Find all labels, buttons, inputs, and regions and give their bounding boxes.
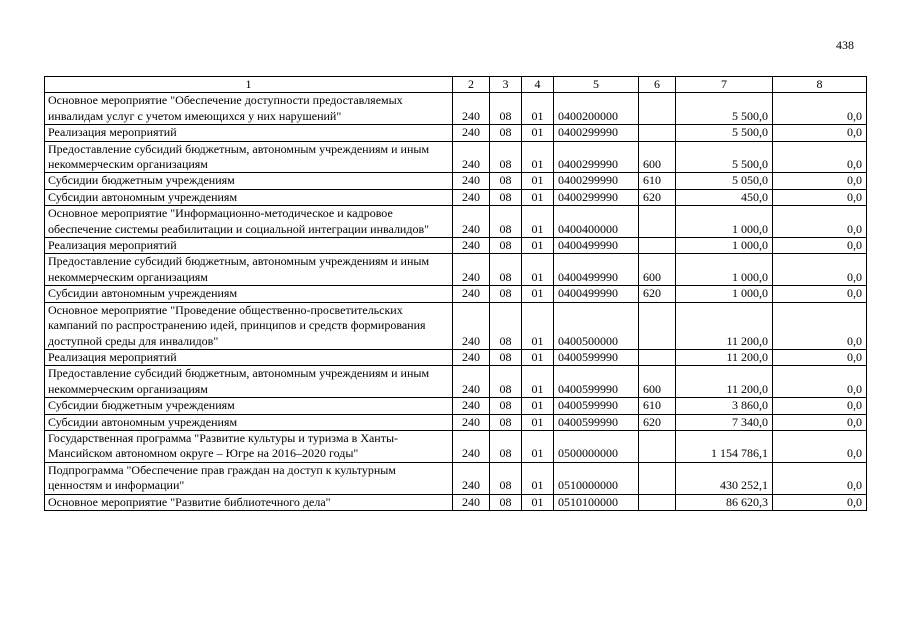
admin-code-cell: 240 [453, 349, 490, 365]
amount-cell: 1 000,0 [676, 254, 773, 286]
section-cell: 08 [490, 302, 522, 349]
row-name-cell: Основное мероприятие "Развитие библиотечного дела" [45, 494, 453, 510]
table-row [45, 494, 867, 510]
column-header: 1 [45, 77, 453, 93]
amount-cell: 11 200,0 [676, 302, 773, 349]
subsection-cell: 01 [522, 302, 554, 349]
section-cell: 08 [490, 349, 522, 365]
expense-type-cell [639, 125, 676, 141]
amount-extra-cell: 0,0 [773, 302, 867, 349]
table-row [45, 366, 867, 398]
table-row [45, 125, 867, 141]
subsection-cell: 01 [522, 206, 554, 238]
section-cell: 08 [490, 462, 522, 494]
section-cell: 08 [490, 254, 522, 286]
page-number: 438 [836, 38, 854, 52]
subsection-cell: 01 [522, 93, 554, 125]
row-name-cell: Реализация мероприятий [45, 125, 453, 141]
row-name-cell: Предоставление субсидий бюджетным, автономным учреждениям и иным некоммерческим организациям [45, 366, 453, 398]
admin-code-cell: 240 [453, 462, 490, 494]
amount-extra-cell: 0,0 [773, 141, 867, 173]
amount-extra-cell: 0,0 [773, 206, 867, 238]
table-row [45, 141, 867, 173]
table-row [45, 206, 867, 238]
row-name-cell: Субсидии бюджетным учреждениям [45, 398, 453, 414]
row-name-cell: Субсидии автономным учреждениям [45, 286, 453, 302]
admin-code-cell: 240 [453, 141, 490, 173]
amount-extra-cell: 0,0 [773, 398, 867, 414]
expense-type-cell: 600 [639, 141, 676, 173]
expense-type-cell [639, 430, 676, 462]
amount-cell: 1 154 786,1 [676, 430, 773, 462]
target-article-cell: 0500000000 [554, 430, 639, 462]
amount-extra-cell: 0,0 [773, 173, 867, 189]
subsection-cell: 01 [522, 414, 554, 430]
section-cell: 08 [490, 141, 522, 173]
amount-extra-cell: 0,0 [773, 254, 867, 286]
amount-cell: 11 200,0 [676, 366, 773, 398]
expense-type-cell [639, 494, 676, 510]
target-article-cell: 0510100000 [554, 494, 639, 510]
admin-code-cell: 240 [453, 189, 490, 205]
table-row [45, 286, 867, 302]
row-name-cell: Основное мероприятие "Информационно-методическое и кадровое обеспечение системы реабилитации и социальной интеграции инвалидов" [45, 206, 453, 238]
amount-cell: 1 000,0 [676, 238, 773, 254]
budget-table [44, 76, 867, 511]
amount-extra-cell: 0,0 [773, 430, 867, 462]
target-article-cell: 0400299990 [554, 189, 639, 205]
subsection-cell: 01 [522, 125, 554, 141]
admin-code-cell: 240 [453, 366, 490, 398]
subsection-cell: 01 [522, 173, 554, 189]
expense-type-cell: 610 [639, 398, 676, 414]
row-name-cell: Государственная программа "Развитие культуры и туризма в Ханты-Мансийском автономном округе – Югре на 2016–2020 годы" [45, 430, 453, 462]
target-article-cell: 0400599990 [554, 414, 639, 430]
expense-type-cell [639, 93, 676, 125]
subsection-cell: 01 [522, 349, 554, 365]
table-row [45, 349, 867, 365]
admin-code-cell: 240 [453, 302, 490, 349]
row-name-cell: Подпрограмма "Обеспечение прав граждан на доступ к культурным ценностям и информации" [45, 462, 453, 494]
row-name-cell: Субсидии бюджетным учреждениям [45, 173, 453, 189]
amount-extra-cell: 0,0 [773, 366, 867, 398]
amount-extra-cell: 0,0 [773, 93, 867, 125]
row-name-cell: Реализация мероприятий [45, 238, 453, 254]
target-article-cell: 0400599990 [554, 366, 639, 398]
section-cell: 08 [490, 286, 522, 302]
table-row [45, 189, 867, 205]
table-body [45, 93, 867, 511]
admin-code-cell: 240 [453, 254, 490, 286]
admin-code-cell: 240 [453, 430, 490, 462]
amount-cell: 1 000,0 [676, 286, 773, 302]
admin-code-cell: 240 [453, 414, 490, 430]
expense-type-cell: 620 [639, 414, 676, 430]
amount-cell: 5 500,0 [676, 93, 773, 125]
column-header: 7 [676, 77, 773, 93]
amount-cell: 450,0 [676, 189, 773, 205]
section-cell: 08 [490, 398, 522, 414]
section-cell: 08 [490, 238, 522, 254]
target-article-cell: 0510000000 [554, 462, 639, 494]
column-header: 4 [522, 77, 554, 93]
column-header: 6 [639, 77, 676, 93]
amount-cell: 11 200,0 [676, 349, 773, 365]
target-article-cell: 0400299990 [554, 125, 639, 141]
expense-type-cell: 600 [639, 254, 676, 286]
section-cell: 08 [490, 173, 522, 189]
admin-code-cell: 240 [453, 494, 490, 510]
target-article-cell: 0400599990 [554, 349, 639, 365]
amount-cell: 1 000,0 [676, 206, 773, 238]
amount-cell: 5 500,0 [676, 141, 773, 173]
amount-cell: 3 860,0 [676, 398, 773, 414]
subsection-cell: 01 [522, 430, 554, 462]
column-header: 2 [453, 77, 490, 93]
amount-extra-cell: 0,0 [773, 189, 867, 205]
admin-code-cell: 240 [453, 125, 490, 141]
amount-extra-cell: 0,0 [773, 462, 867, 494]
amount-cell: 7 340,0 [676, 414, 773, 430]
amount-extra-cell: 0,0 [773, 414, 867, 430]
expense-type-cell: 620 [639, 286, 676, 302]
admin-code-cell: 240 [453, 238, 490, 254]
expense-type-cell: 620 [639, 189, 676, 205]
amount-extra-cell: 0,0 [773, 125, 867, 141]
table-row [45, 398, 867, 414]
row-name-cell: Реализация мероприятий [45, 349, 453, 365]
section-cell: 08 [490, 189, 522, 205]
table-row [45, 254, 867, 286]
expense-type-cell: 600 [639, 366, 676, 398]
row-name-cell: Предоставление субсидий бюджетным, автономным учреждениям и иным некоммерческим организациям [45, 141, 453, 173]
admin-code-cell: 240 [453, 206, 490, 238]
amount-cell: 5 500,0 [676, 125, 773, 141]
amount-cell: 5 050,0 [676, 173, 773, 189]
row-name-cell: Предоставление субсидий бюджетным, автономным учреждениям и иным некоммерческим организациям [45, 254, 453, 286]
target-article-cell: 0400400000 [554, 206, 639, 238]
amount-extra-cell: 0,0 [773, 286, 867, 302]
subsection-cell: 01 [522, 366, 554, 398]
column-header: 8 [773, 77, 867, 93]
subsection-cell: 01 [522, 494, 554, 510]
subsection-cell: 01 [522, 398, 554, 414]
subsection-cell: 01 [522, 462, 554, 494]
section-cell: 08 [490, 206, 522, 238]
target-article-cell: 0400200000 [554, 93, 639, 125]
row-name-cell: Основное мероприятие "Проведение общественно-просветительских кампаний по распространению идей, принципов и средств формирования доступной среды для инвалидов" [45, 302, 453, 349]
target-article-cell: 0400499990 [554, 254, 639, 286]
table-row [45, 302, 867, 349]
admin-code-cell: 240 [453, 173, 490, 189]
expense-type-cell [639, 302, 676, 349]
table-row [45, 93, 867, 125]
expense-type-cell [639, 349, 676, 365]
subsection-cell: 01 [522, 286, 554, 302]
target-article-cell: 0400500000 [554, 302, 639, 349]
subsection-cell: 01 [522, 238, 554, 254]
subsection-cell: 01 [522, 254, 554, 286]
amount-cell: 430 252,1 [676, 462, 773, 494]
target-article-cell: 0400299990 [554, 173, 639, 189]
expense-type-cell: 610 [639, 173, 676, 189]
section-cell: 08 [490, 414, 522, 430]
expense-type-cell [639, 206, 676, 238]
subsection-cell: 01 [522, 141, 554, 173]
header-row [45, 77, 867, 93]
table-row [45, 414, 867, 430]
section-cell: 08 [490, 93, 522, 125]
table-row [45, 462, 867, 494]
table-row [45, 238, 867, 254]
section-cell: 08 [490, 125, 522, 141]
row-name-cell: Субсидии автономным учреждениям [45, 189, 453, 205]
amount-extra-cell: 0,0 [773, 238, 867, 254]
admin-code-cell: 240 [453, 398, 490, 414]
target-article-cell: 0400499990 [554, 286, 639, 302]
amount-extra-cell: 0,0 [773, 494, 867, 510]
table-row [45, 430, 867, 462]
expense-type-cell [639, 238, 676, 254]
column-header: 3 [490, 77, 522, 93]
column-header: 5 [554, 77, 639, 93]
table-row [45, 173, 867, 189]
amount-cell: 86 620,3 [676, 494, 773, 510]
row-name-cell: Субсидии автономным учреждениям [45, 414, 453, 430]
admin-code-cell: 240 [453, 93, 490, 125]
expense-type-cell [639, 462, 676, 494]
amount-extra-cell: 0,0 [773, 349, 867, 365]
target-article-cell: 0400299990 [554, 141, 639, 173]
target-article-cell: 0400599990 [554, 398, 639, 414]
target-article-cell: 0400499990 [554, 238, 639, 254]
section-cell: 08 [490, 366, 522, 398]
row-name-cell: Основное мероприятие "Обеспечение доступности предоставляемых инвалидам услуг с учетом имеющихся у них нарушений" [45, 93, 453, 125]
subsection-cell: 01 [522, 189, 554, 205]
section-cell: 08 [490, 430, 522, 462]
section-cell: 08 [490, 494, 522, 510]
admin-code-cell: 240 [453, 286, 490, 302]
